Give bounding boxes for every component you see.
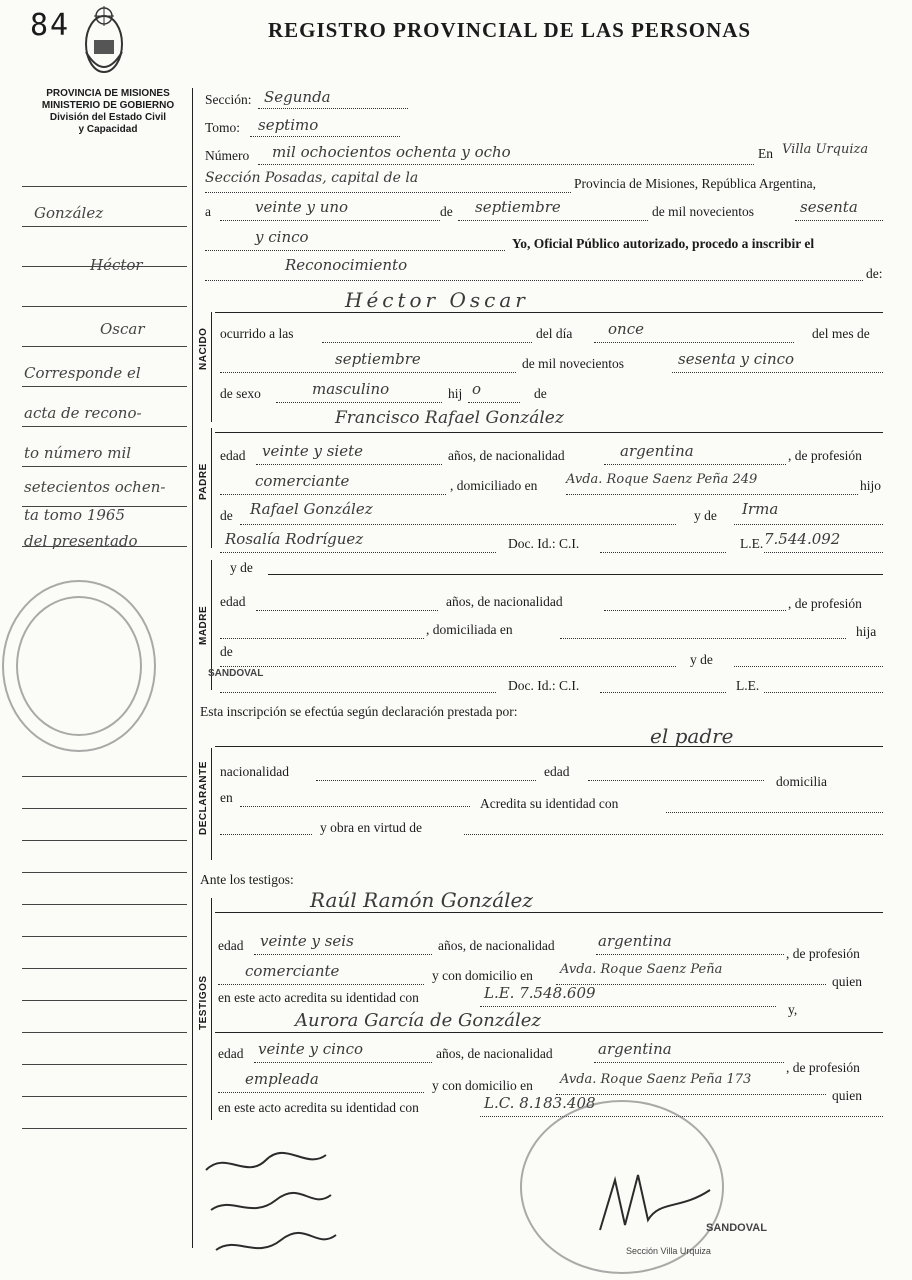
label-profesion-madre: , de profesión — [788, 596, 862, 611]
label-edad-decl: edad — [544, 764, 570, 779]
label-domiciliado: , domiciliado en — [450, 478, 538, 493]
margin-rule — [22, 186, 187, 187]
acto-value: Reconocimiento — [285, 256, 408, 274]
label-domicilia: domicilia — [776, 774, 827, 789]
margin-rule — [22, 1000, 187, 1001]
label-nacido: NACIDO — [198, 327, 209, 370]
margin-note: Corresponde el — [24, 364, 141, 382]
le-madre-line — [764, 692, 883, 693]
label-nacionalidad-decl: nacionalidad — [220, 764, 289, 779]
testigo2-edad: veinte y cinco — [258, 1040, 364, 1058]
margin-note: del presentado — [24, 532, 138, 550]
label-edad-madre: edad — [220, 594, 246, 609]
official-seal-left-inner — [16, 596, 142, 736]
mes-value: septiembre — [475, 198, 561, 216]
en-decl-line — [240, 806, 470, 807]
declarante-bar — [211, 748, 212, 860]
tomo-value: septimo — [258, 116, 319, 134]
dom-madre-line — [560, 638, 846, 639]
dom-t2-line — [556, 1094, 826, 1095]
label-sexo: de sexo — [220, 386, 261, 401]
margin-separator — [192, 88, 193, 1248]
margin-rule — [22, 904, 187, 905]
label-hij: hij — [448, 386, 463, 401]
margin-note: González — [34, 204, 104, 222]
label-numero: Número — [205, 148, 250, 163]
signatures-left — [196, 1140, 346, 1275]
le-padre-line — [764, 552, 883, 553]
label-testigos: TESTIGOS — [198, 975, 209, 1030]
prof-t2-line — [218, 1092, 424, 1093]
margin-note: to número mil — [24, 444, 132, 462]
mes-nac-line — [220, 372, 516, 373]
label-acredita-t1: en este acto acredita su identidad con — [218, 990, 419, 1005]
document-title: REGISTRO PROVINCIAL DE LAS PERSONAS — [268, 18, 752, 42]
padre-bar — [211, 428, 212, 548]
testigo2-nombre: Aurora García de González — [295, 1010, 541, 1031]
ano2-line — [205, 250, 505, 251]
authority-line-4: y Capacidad — [78, 124, 138, 135]
abuela-madre-line — [734, 666, 883, 667]
label-seccion: Sección: — [205, 92, 252, 107]
label-acredita-t2: en este acto acredita su identidad con — [218, 1100, 419, 1115]
ano-value: sesenta — [800, 198, 858, 216]
label-de-colon: de: — [866, 266, 883, 281]
doc-decl-line — [220, 834, 312, 835]
testigo2-nac: argentina — [598, 1040, 672, 1058]
dom-padre-line — [566, 494, 858, 495]
abuela-madre2-line — [220, 692, 496, 693]
nac-decl-line — [316, 780, 536, 781]
testigo2-id: L.C. 8.183.408 — [484, 1094, 596, 1112]
margin-rule — [22, 466, 187, 467]
margin-note: ta tomo 1965 — [24, 506, 125, 524]
label-del-dia: del día — [536, 326, 573, 341]
ano2-value: y cinco — [255, 228, 309, 246]
label-ocurrido: ocurrido a las — [220, 326, 294, 341]
label-del-mes: del mes de — [812, 326, 870, 341]
padre-nacionalidad: argentina — [620, 442, 694, 460]
hij-line — [468, 402, 520, 403]
mes-line — [458, 220, 648, 221]
tomo-line — [250, 136, 400, 137]
label-quien-t2: quien — [832, 1088, 862, 1103]
label-tomo: Tomo: — [205, 120, 241, 135]
label-de-mil: de mil novecientos — [652, 204, 754, 219]
margin-rule — [22, 776, 187, 777]
nac-madre-line — [604, 610, 786, 611]
label-y-de-madre-2: y de — [690, 652, 713, 667]
margin-note: Héctor — [90, 256, 143, 274]
margin-rule — [22, 968, 187, 969]
page-number: 84 — [30, 8, 71, 43]
label-madre: MADRE — [198, 605, 209, 645]
acredita-line — [666, 812, 883, 813]
padre-y-de-2: Rosalía Rodríguez — [225, 530, 364, 548]
signature-oficial — [590, 1160, 720, 1245]
label-de: de — [440, 204, 453, 219]
id-t1-line — [480, 1006, 776, 1007]
padre-nombre-line — [215, 432, 883, 433]
acto-line — [205, 280, 863, 281]
dia-line — [594, 342, 794, 343]
numero-value: mil ochocientos ochenta y ocho — [272, 143, 511, 161]
label-de-mil-nov: de mil novecientos — [522, 356, 624, 371]
nacido-bar — [211, 312, 212, 422]
testigo1-nombre: Raúl Ramón González — [310, 888, 533, 912]
edad-padre-line — [256, 464, 442, 465]
label-doc-id-padre: Doc. Id.: C.I. — [508, 536, 580, 551]
authority-line-3: División del Estado Civil — [49, 112, 167, 123]
testigos-bar — [211, 898, 212, 1120]
label-provincia: Provincia de Misiones, República Argentina, — [574, 176, 816, 191]
testigo2-line — [215, 1032, 883, 1033]
label-a: a — [205, 204, 211, 219]
label-y-comma: y, — [788, 1002, 798, 1017]
padre-y-de: Irma — [742, 500, 779, 518]
label-en-decl: en — [220, 790, 233, 805]
seccion-value: Segunda — [264, 88, 331, 106]
testigo1-prof: comerciante — [245, 962, 340, 980]
prof-madre-line — [220, 638, 424, 639]
seccion-stamp-bottom: Sección Villa Urquiza — [626, 1246, 711, 1256]
padre-domicilio: Avda. Roque Saenz Peña 249 — [566, 472, 758, 487]
label-profesion-t2: , de profesión — [786, 1060, 860, 1075]
margin-note: acta de recono- — [24, 404, 142, 422]
margin-rule — [22, 426, 187, 427]
ci-madre-line — [600, 692, 726, 693]
margin-rule — [22, 1032, 187, 1033]
declarante-value: el padre — [650, 724, 734, 748]
testigo2-dom: Avda. Roque Saenz Peña 173 — [560, 1072, 752, 1087]
margin-note: setecientos ochen- — [24, 478, 166, 496]
label-anos-nac-padre: años, de nacionalidad — [448, 448, 565, 463]
label-edad-t1: edad — [218, 938, 244, 953]
label-declarante: DECLARANTE — [198, 761, 209, 835]
margin-rule — [22, 808, 187, 809]
seccion-line — [258, 108, 408, 109]
authority-line-1: PROVINCIA DE MISIONES — [46, 88, 170, 99]
label-edad-t2: edad — [218, 1046, 244, 1061]
testigo1-dom: Avda. Roque Saenz Peña — [560, 962, 723, 977]
a-value: veinte y uno — [255, 198, 349, 216]
abuelo-line — [240, 524, 676, 525]
nac-t1-line — [596, 954, 784, 955]
edad-decl-line — [588, 780, 764, 781]
testigo1-nac: argentina — [598, 932, 672, 950]
label-anos-nac-madre: años, de nacionalidad — [446, 594, 563, 609]
obra-line — [464, 834, 883, 835]
ano-nac-line — [672, 372, 883, 373]
edad-t2-line — [254, 1062, 432, 1063]
margin-rule — [22, 936, 187, 937]
padre-le: 7.544.092 — [764, 530, 841, 548]
prof-padre-line — [220, 494, 446, 495]
numero-line — [258, 164, 754, 165]
hora-line — [322, 342, 532, 343]
prof-t1-line — [218, 984, 424, 985]
dia-value: once — [608, 320, 644, 338]
abuela-line — [734, 524, 883, 525]
ano-line — [795, 220, 883, 221]
en-value: Villa Urquiza — [782, 142, 869, 157]
label-hijo: hijo — [860, 478, 882, 493]
margin-rule — [22, 840, 187, 841]
label-ante: Ante los testigos: — [200, 872, 294, 887]
provincia-line — [205, 192, 571, 193]
label-quien-t1: quien — [832, 974, 862, 989]
label-le-madre: L.E. — [736, 678, 760, 693]
dom-t1-line — [556, 984, 826, 985]
label-obra: y obra en virtud de — [320, 820, 422, 835]
label-padre: PADRE — [198, 463, 209, 500]
label-con-domicilio-t2: y con domicilio en — [432, 1078, 533, 1093]
nombre-line — [215, 312, 883, 313]
margin-note: Oscar — [100, 320, 145, 338]
label-domiciliada: , domiciliada en — [426, 622, 513, 637]
label-le-padre: L.E. — [740, 536, 764, 551]
issuing-authority — [28, 88, 188, 136]
label-hija: hija — [856, 624, 877, 639]
label-de-madre: de — [220, 644, 233, 659]
margin-rule — [22, 346, 187, 347]
declarante-line — [215, 746, 883, 747]
sandoval-stamp-top: SANDOVAL — [208, 668, 264, 679]
label-de-short: de — [534, 386, 547, 401]
padre-profesion: comerciante — [255, 472, 350, 490]
sandoval-stamp-bottom: SANDOVAL — [706, 1222, 767, 1234]
label-profesion-t1: , de profesión — [786, 946, 860, 961]
nac-t2-line — [594, 1062, 784, 1063]
label-oficial: Yo, Oficial Público autorizado, procedo a inscribir el — [512, 236, 815, 251]
margin-rule — [22, 226, 187, 227]
margin-rule — [22, 1096, 187, 1097]
abuela2-line — [220, 552, 496, 553]
margin-rule — [22, 1064, 187, 1065]
margin-rule — [22, 1128, 187, 1129]
padre-de: Rafael González — [250, 500, 373, 518]
testigo1-id: L.E. 7.548.609 — [484, 984, 596, 1002]
nombre-value: Héctor Oscar — [345, 288, 529, 312]
edad-t1-line — [254, 954, 432, 955]
label-anos-nac-t1: años, de nacionalidad — [438, 938, 555, 953]
sexo-value: masculino — [312, 380, 390, 398]
mes-nac-value: septiembre — [335, 350, 421, 368]
padre-edad: veinte y siete — [262, 442, 364, 460]
testigo1-edad: veinte y seis — [260, 932, 354, 950]
label-de-padre: de — [220, 508, 233, 523]
ci-padre-line — [600, 552, 726, 553]
label-declaracion: Esta inscripción se efectúa según declaración prestada por: — [200, 704, 518, 719]
hij-suffix: o — [472, 380, 482, 398]
edad-madre-line — [256, 610, 438, 611]
margin-rule — [22, 386, 187, 387]
label-en: En — [758, 146, 773, 161]
testigo1-line — [215, 912, 883, 913]
sexo-line — [276, 402, 442, 403]
nac-padre-line — [604, 464, 786, 465]
margin-rule — [22, 872, 187, 873]
padre-nombre: Francisco Rafael González — [335, 408, 564, 428]
madre-nombre-line — [268, 574, 883, 575]
coat-of-arms-icon — [80, 2, 128, 85]
margin-rule — [22, 306, 187, 307]
a-line — [220, 220, 440, 221]
label-anos-nac-t2: años, de nacionalidad — [436, 1046, 553, 1061]
label-y-de: y de — [694, 508, 717, 523]
testigo2-prof: empleada — [245, 1070, 319, 1088]
seccion-posadas: Sección Posadas, capital de la — [205, 170, 419, 186]
label-acredita: Acredita su identidad con — [480, 796, 619, 811]
label-y-de-madre: y de — [230, 560, 253, 575]
authority-line-2: MINISTERIO DE GOBIERNO — [41, 100, 175, 111]
abuelo-madre-line — [220, 666, 676, 667]
label-doc-id-madre: Doc. Id.: C.I. — [508, 678, 580, 693]
label-con-domicilio-t1: y con domicilio en — [432, 968, 533, 983]
label-edad-padre: edad — [220, 448, 246, 463]
label-profesion-padre: , de profesión — [788, 448, 862, 463]
ano-nac-value: sesenta y cinco — [678, 350, 795, 368]
